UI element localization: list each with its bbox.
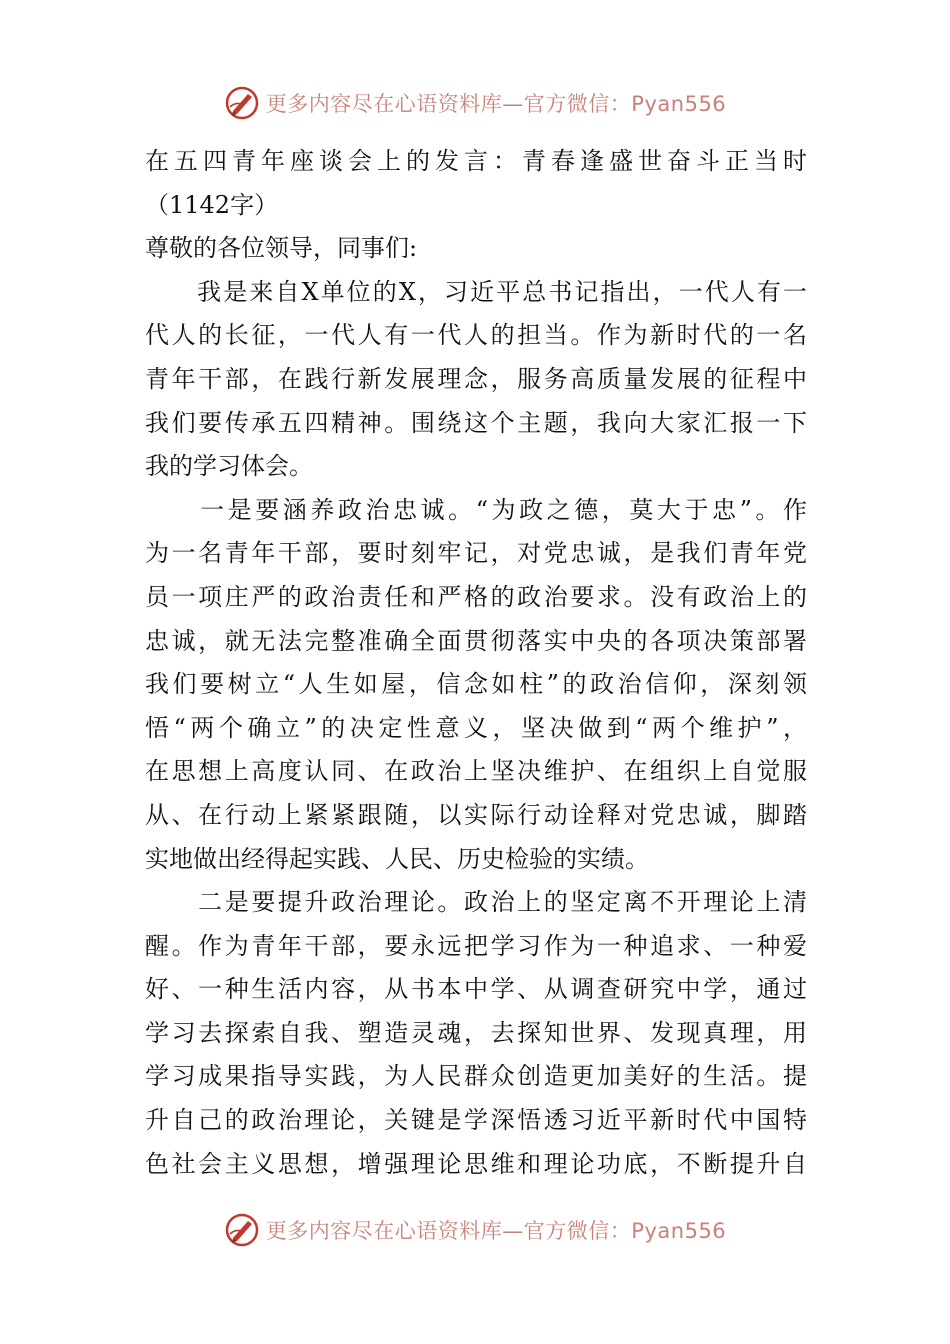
document-line: 我是来自X单位的X，习近平总书记指出，一代人有一 bbox=[145, 277, 807, 306]
document-line: 一是要涵养政治忠诚。“为政之德，莫大于忠”。作 bbox=[145, 495, 807, 524]
pen-logo-icon bbox=[224, 1212, 260, 1248]
document-line: 二是要提升政治理论。政治上的坚定离不开理论上清 bbox=[145, 888, 807, 917]
document-line: 好、一种生活内容，从书本中学、从调查研究中学，通过 bbox=[145, 975, 807, 1004]
document-line: 在思想上高度认同、在政治上坚决维护、在组织上自觉服 bbox=[145, 757, 807, 786]
document-line: 升自己的政治理论，关键是学深悟透习近平新时代中国特 bbox=[145, 1106, 807, 1135]
document-line: 从、在行动上紧紧跟随，以实际行动诠释对党忠诚，脚踏 bbox=[145, 800, 807, 829]
document-line: 员一项庄严的政治责任和严格的政治要求。没有政治上的 bbox=[145, 582, 807, 611]
document-line: 色社会主义思想，增强理论思维和理论功底，不断提升自 bbox=[145, 1149, 807, 1178]
document-line: 为一名青年干部，要时刻牢记，对党忠诚，是我们青年党 bbox=[145, 539, 807, 568]
document-line: 尊敬的各位领导，同事们: bbox=[145, 234, 418, 263]
document-line: 学习成果指导实践，为人民群众创造更加美好的生活。提 bbox=[145, 1062, 807, 1091]
document-line: 代人的长征，一代人有一代人的担当。作为新时代的一名 bbox=[145, 321, 807, 350]
document-line: （1142字） bbox=[145, 190, 279, 219]
document-line: 实地做出经得起实践、人民、历史检验的实绩。 bbox=[145, 844, 649, 873]
footer-banner bbox=[0, 1210, 950, 1250]
document-line: 忠诚，就无法完整准确全面贯彻落实中央的各项决策部署 bbox=[145, 626, 807, 655]
document-line: 青年干部，在践行新发展理念，服务高质量发展的征程中 bbox=[145, 364, 807, 393]
document-line: 我们要树立“人生如屋，信念如柱”的政治信仰，深刻领 bbox=[145, 670, 807, 699]
document-line: 学习去探索自我、塑造灵魂，去探知世界、发现真理，用 bbox=[145, 1018, 807, 1047]
document-body bbox=[145, 140, 807, 1186]
document-line: 在五四青年座谈会上的发言：青春逢盛世奋斗正当时 bbox=[145, 147, 807, 175]
footer-banner-text: 更多内容尽在心语资料库—官方微信：Pyan556 bbox=[265, 1219, 727, 1243]
header-banner-text: 更多内容尽在心语资料库—官方微信：Pyan556 bbox=[265, 92, 727, 116]
document-line: 醒。作为青年干部，要永远把学习作为一种追求、一种爱 bbox=[145, 931, 807, 960]
document-line: 我们要传承五四精神。围绕这个主题，我向大家汇报一下 bbox=[145, 408, 807, 437]
pen-logo-icon bbox=[224, 85, 260, 121]
document-line: 我的学习体会。 bbox=[145, 452, 313, 481]
header-banner bbox=[0, 83, 950, 123]
document-line: 悟“两个确立”的决定性意义，坚决做到“两个维护”， bbox=[145, 713, 807, 742]
